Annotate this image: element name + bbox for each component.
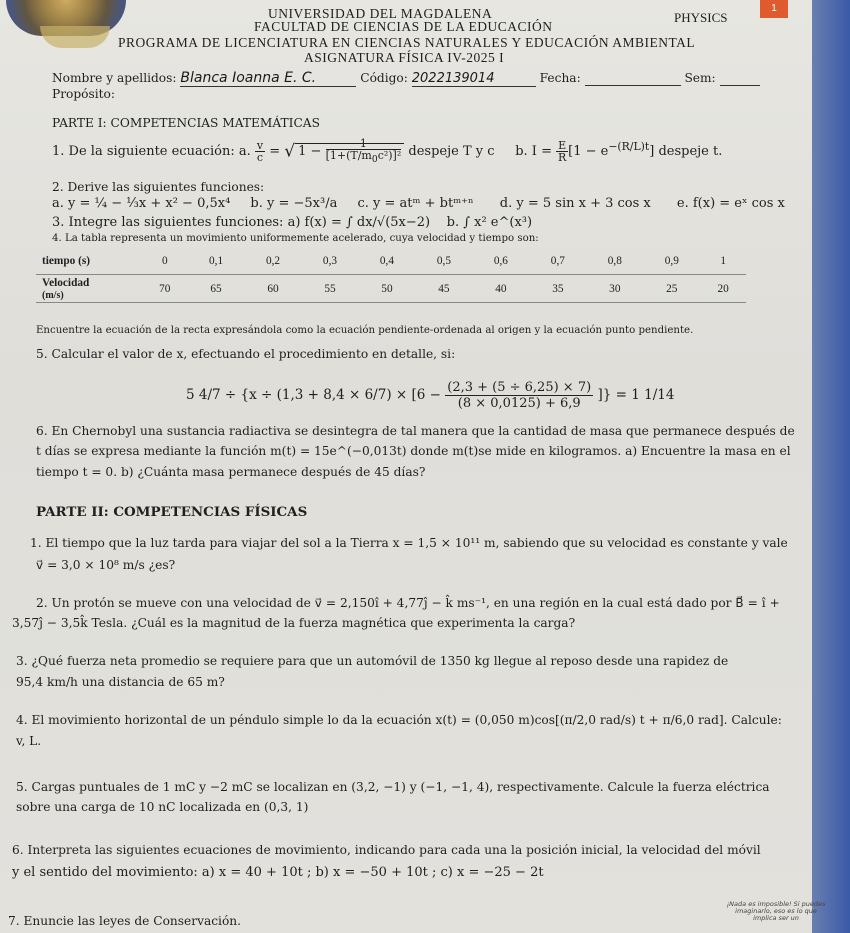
table-row <box>36 247 746 275</box>
part1-title: PARTE I: COMPETENCIAS MATEMÁTICAS <box>52 116 320 130</box>
program-name: PROGRAMA DE LICENCIATURA EN CIENCIAS NATURALES Y EDUCACIÓN AMBIENTAL <box>118 35 696 50</box>
table-cell: 0,5 <box>415 247 472 275</box>
table-cell: 55 <box>302 275 359 303</box>
p2-q3-line-1: 3. ¿Qué fuerza neta promedio se requiere para que un automóvil de 1350 kg llegue al reposo desde una rapidez de <box>16 654 729 668</box>
form-line <box>52 70 760 87</box>
table-cell: 0,3 <box>302 247 359 275</box>
university-name: UNIVERSIDAD DEL MAGDALENA <box>268 6 493 21</box>
table-cell: 0,2 <box>245 247 302 275</box>
row-label-velocity: Velocidad (m/s) <box>36 275 142 303</box>
part2-title: PARTE II: COMPETENCIAS FÍSICAS <box>36 504 308 520</box>
table-cell: 40 <box>472 275 529 303</box>
date-field <box>585 71 681 86</box>
table-cell: 45 <box>415 275 472 303</box>
p2-q1-line-2: v⃗ = 3,0 × 10⁸ m/s ¿es? <box>36 558 176 572</box>
q5-title: 5. Calcular el valor de x, efectuando el procedimiento en detalle, si: <box>36 347 456 361</box>
faculty-name: FACULTAD DE CIENCIAS DE LA EDUCACIÓN <box>254 19 553 34</box>
p2-q2-line-1: 2. Un protón se mueve con una velocidad de v⃗ = 2,150î + 4,77ĵ − k̂ ms⁻¹, en una región en la cual está dado por B⃗ = î + <box>36 596 780 610</box>
name-value: Blanca Ioanna E. C. <box>180 70 356 87</box>
table-cell: 0,8 <box>586 247 643 275</box>
table-cell: 0,6 <box>472 247 529 275</box>
p2-q5-line-1: 5. Cargas puntuales de 1 mC y −2 mC se localizan en (3,2, −1) y (−1, −1, 4), respectivamente. Calcule la fuerza eléctrica <box>16 780 770 794</box>
p2-q5-line-2: sobre una carga de 10 nC localizada en (0,3, 1) <box>16 800 309 814</box>
sem-label: Sem: <box>684 71 716 85</box>
p2-q4-line-2: v, L. <box>16 734 42 748</box>
p2-q3-line-2: 95,4 km/h una distancia de 65 m? <box>16 675 225 689</box>
table-cell: 50 <box>358 275 415 303</box>
table-cell: 35 <box>529 275 586 303</box>
motivational-footnote: ¡Nada es imposible! Si puedes imaginarlo, eso es lo que implica ser un <box>726 900 826 922</box>
table-cell: 20 <box>700 275 746 303</box>
table-cell: 0 <box>142 247 188 275</box>
table-cell: 30 <box>586 275 643 303</box>
q4-instruction: Encuentre la ecuación de la recta expresándola como la ecuación pendiente-ordenada al origen y la ecuación punto pendiente. <box>36 325 694 336</box>
table-cell: 60 <box>245 275 302 303</box>
q1-line: 1. De la siguiente ecuación: a. $\frac{v}{c}$ = √ 1 − $\frac{1}{[1+(T/m_0c^2)]^2}$ despeje T y c b. I = $\frac{E}{R}$ $[1 - e^{-(R/L)t}]$ despeje t. <box>52 137 723 166</box>
code-label: Código: <box>360 71 408 85</box>
name-label: Nombre y apellidos: <box>52 71 177 85</box>
q6-line-1: 6. En Chernobyl una sustancia radiactiva se desintegra de tal manera que la cantidad de masa que permanece después de <box>36 424 795 438</box>
table-cell: 70 <box>142 275 188 303</box>
code-value: 2022139014 <box>412 71 536 87</box>
p2-q2-line-2: 3,57ĵ − 3,5k̂ Tesla. ¿Cuál es la magnitud de la fuerza magnética que experimenta la carga? <box>12 616 576 630</box>
p2-q6-line-1: 6. Interpreta las siguientes ecuaciones de movimiento, indicando para cada una la posición inicial, la velocidad del móvil <box>12 843 761 857</box>
physics-logo: PHYSICS <box>674 10 728 25</box>
course-name: ASIGNATURA FÍSICA IV-2025 I <box>304 50 505 65</box>
p2-q6-line-2: y el sentido del movimiento: a) x = 40 + 10t ; b) x = −50 + 10t ; c) x = −25 − 2t <box>12 865 544 880</box>
row-label-time: tiempo (s) <box>36 247 142 275</box>
university-ribbon-icon <box>40 26 110 48</box>
velocity-time-table <box>36 247 746 303</box>
q6-line-3: tiempo t = 0. b) ¿Cuánta masa permanece después de 45 días? <box>36 465 426 479</box>
table-cell: 0,7 <box>529 247 586 275</box>
date-label: Fecha: <box>539 71 581 85</box>
q3-line: 3. Integre las siguientes funciones: a) f(x) = ∫ dx/√(5x−2) b. ∫ x² e^(x³) <box>52 215 533 230</box>
corner-tab: 1 <box>760 0 788 18</box>
table-cell: 0,9 <box>643 247 700 275</box>
table-cell: 0,4 <box>358 247 415 275</box>
table-cell: 65 <box>188 275 245 303</box>
q6-line-2: t días se expresa mediante la función m(t) = 15e^(−0,013t) donde m(t)se mide en kilogramos. a) Encuentre la masa en el <box>36 444 791 458</box>
sem-field <box>720 71 760 86</box>
q2-title: 2. Derive las siguientes funciones: <box>52 180 265 194</box>
q5-equation: 5 4/7 ÷ {x ÷ (1,3 + 8,4 × 6/7) × [6 − $\frac{(2,3 + (5 \div 6,25) \times 7)}{(8 \times 0,0125) + 6,9}$ ]} = 1 1/14 <box>186 380 675 411</box>
table-cell: 25 <box>643 275 700 303</box>
table-cell: 0,1 <box>188 247 245 275</box>
q4-title: 4. La tabla representa un movimiento uniformemente acelerado, cuya velocidad y tiempo son: <box>52 233 539 244</box>
p2-q1-line-1: 1. El tiempo que la luz tarda para viajar del sol a la Tierra x = 1,5 × 10¹¹ m, sabiendo que su velocidad es constante y vale <box>30 536 788 550</box>
table-row <box>36 275 746 303</box>
background-strip <box>812 0 850 933</box>
v-over-c-fraction: $\frac{v}{c}$ <box>256 139 264 165</box>
p2-q7: 7. Enuncie las leyes de Conservación. <box>8 914 242 928</box>
purpose-label: Propósito: <box>52 87 115 101</box>
p2-q4-line-1: 4. El movimiento horizontal de un péndulo simple lo da la ecuación x(t) = (0,050 m)cos[(π/2,0 rad/s) t + π/6,0 rad]. Calcule: <box>16 713 782 727</box>
table-cell: 1 <box>700 247 746 275</box>
q2-items: a. y = ¼ − ⅓x + x² − 0,5x⁴ b. y = −5x³/a c. y = atᵐ + btᵐ⁺ⁿ d. y = 5 sin x + 3 cos x e. f(x) = eˣ cos x <box>52 196 785 211</box>
